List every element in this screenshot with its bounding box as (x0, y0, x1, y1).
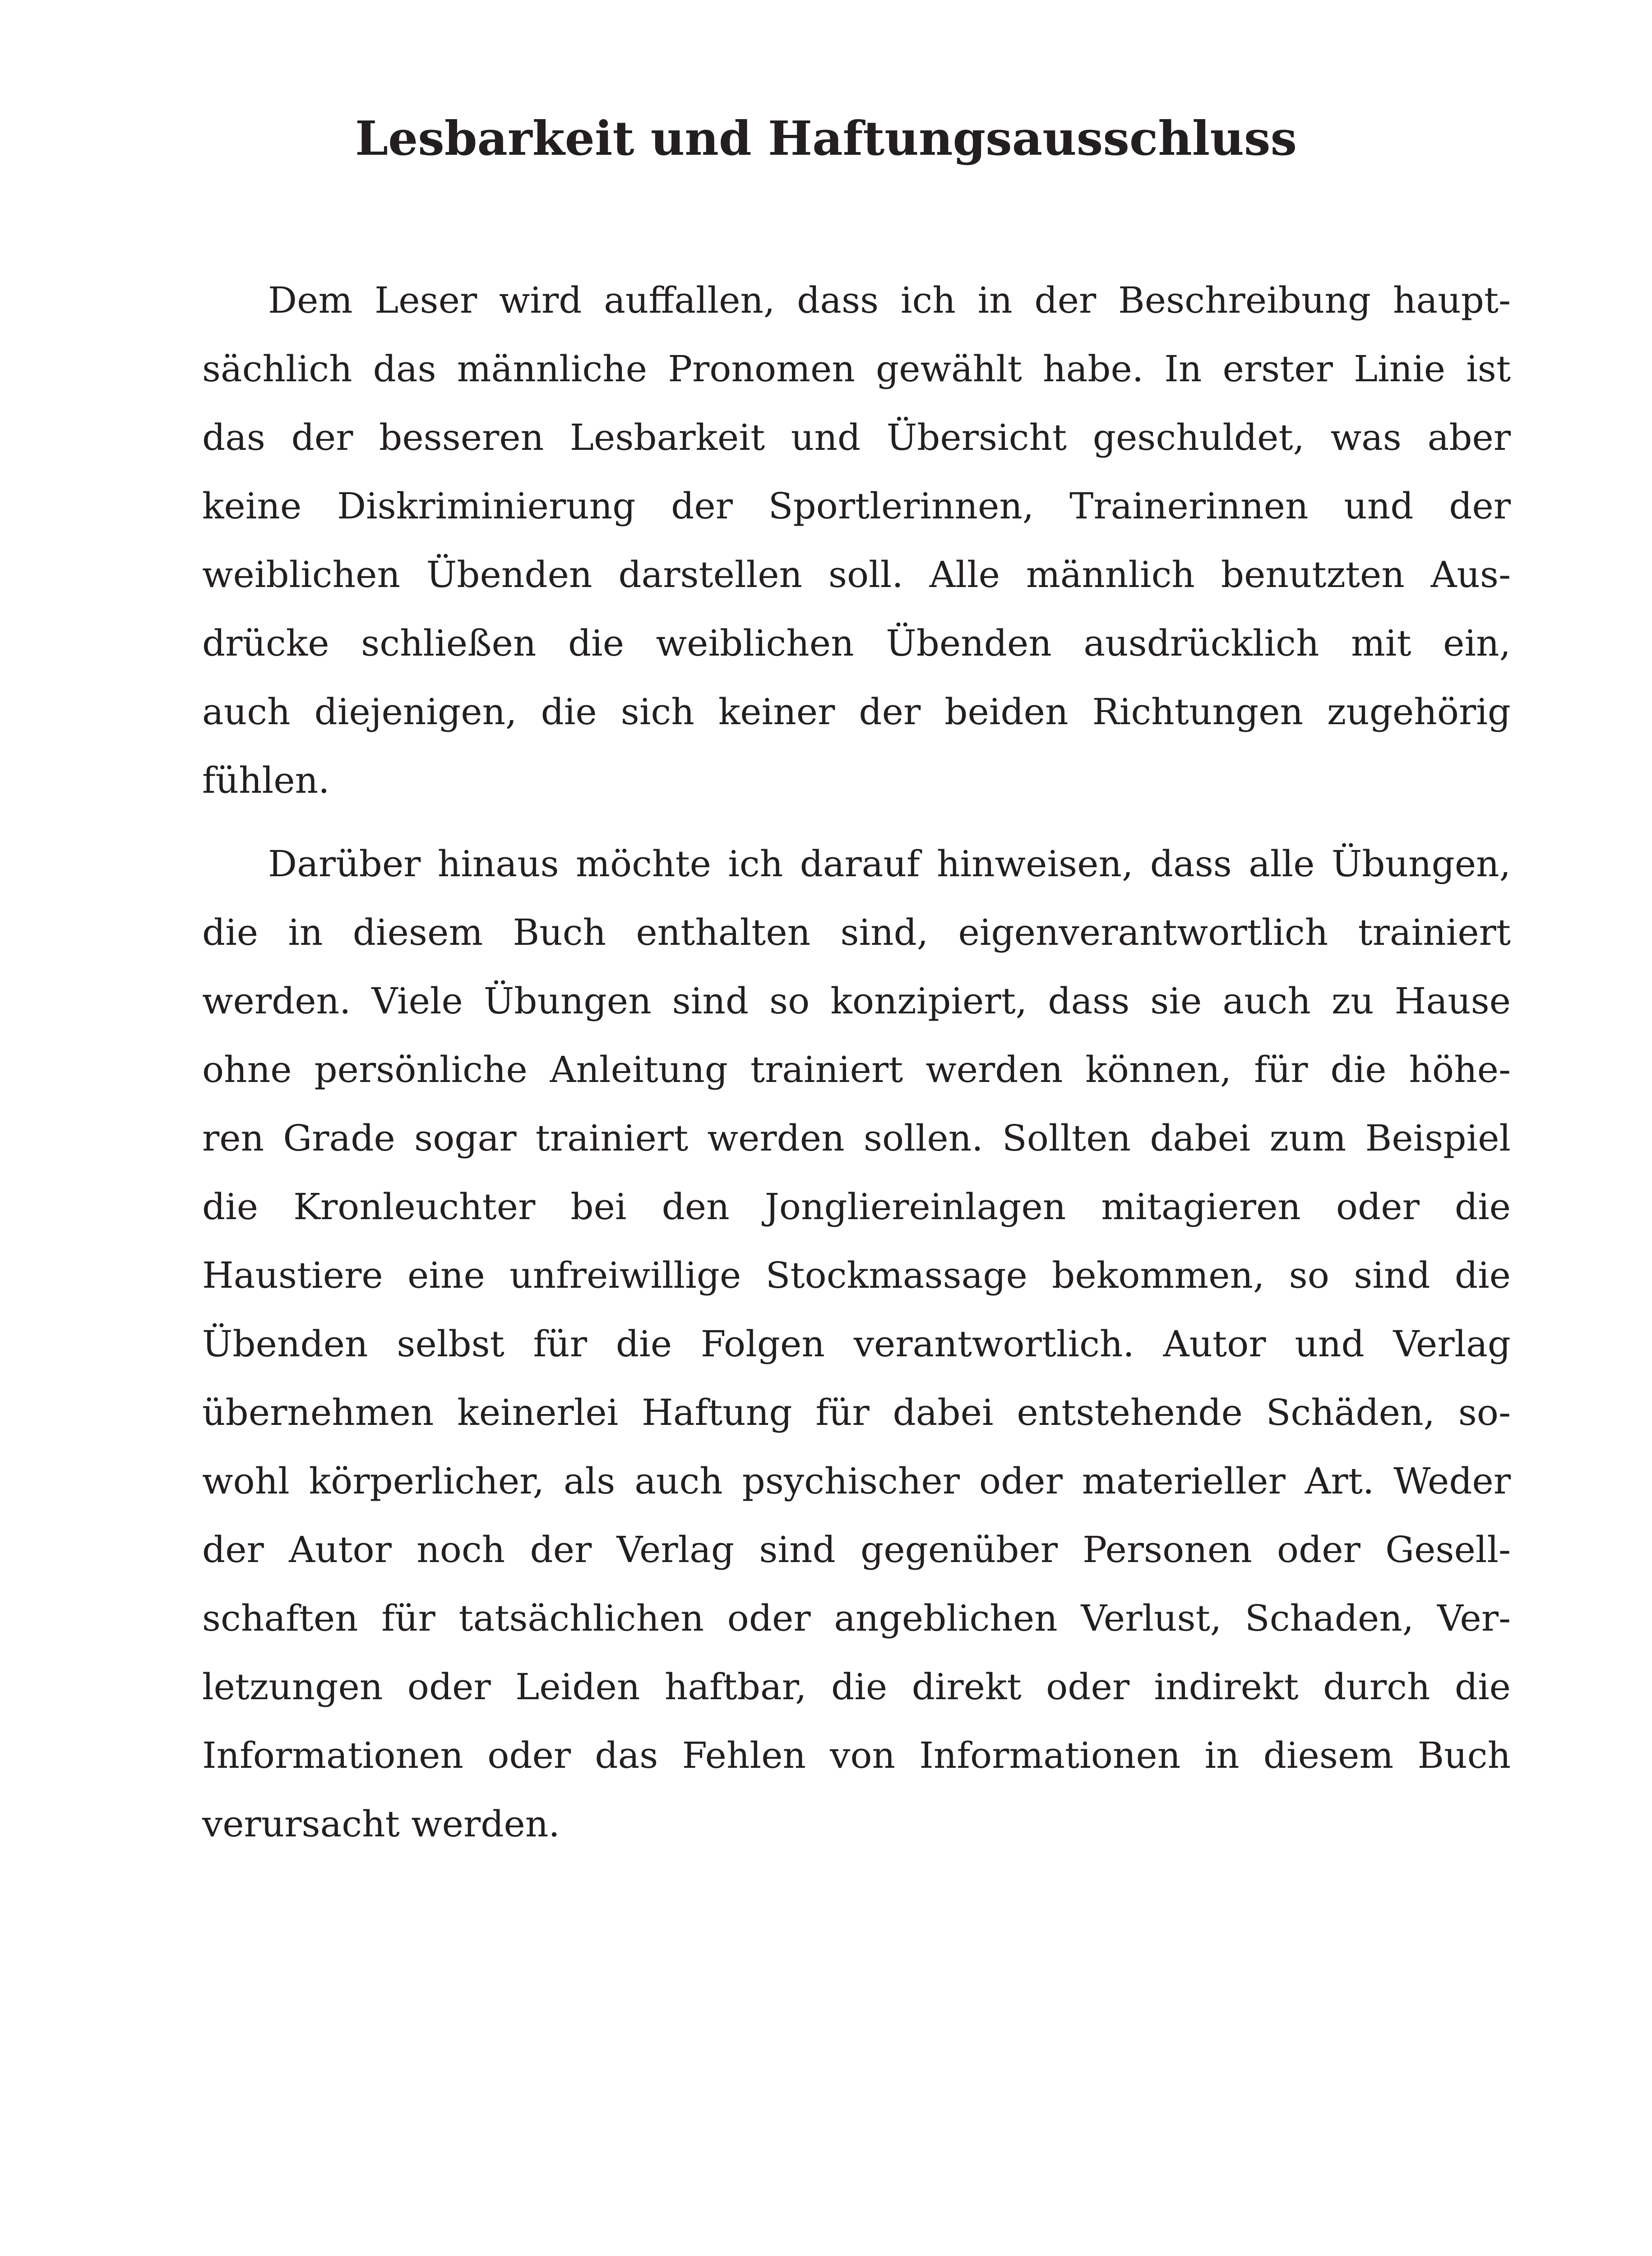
text-line: Haustiere eine unfreiwillige Stockmassage bekommen, so sind die (202, 1254, 1511, 1296)
text-line: das der besseren Lesbarkeit und Übersicht geschuldet, was aber (202, 416, 1511, 458)
text-line: ohne persönliche Anleitung trainiert werden können, für die höhe- (202, 1049, 1511, 1091)
text-line: verursacht werden. (202, 1803, 560, 1845)
text-line: sächlich das männliche Pronomen gewählt habe. In erster Linie ist (202, 348, 1511, 390)
text-line: schaften für tatsächlichen oder angeblichen Verlust, Schaden, Ver- (202, 1597, 1511, 1639)
text-line: auch diejenigen, die sich keiner der beiden Richtungen zugehörig (202, 691, 1511, 733)
paragraph-readability (202, 266, 1511, 815)
text-line: weiblichen Übenden darstellen soll. Alle männlich benutzten Aus- (202, 554, 1511, 596)
text-line: Darüber hinaus möchte ich darauf hinweisen, dass alle Übungen, (268, 843, 1511, 885)
text-line: der Autor noch der Verlag sind gegenüber Personen oder Gesell- (202, 1529, 1511, 1571)
body-text (202, 266, 1511, 1858)
text-line: letzungen oder Leiden haftbar, die direkt oder indirekt durch die (202, 1666, 1511, 1708)
page-title: Lesbarkeit und Haftungsausschluss (355, 111, 1297, 166)
text-line: Übenden selbst für die Folgen verantwortlich. Autor und Verlag (202, 1323, 1511, 1365)
text-line: werden. Viele Übungen sind so konzipiert, dass sie auch zu Hause (202, 980, 1511, 1022)
text-line: die Kronleuchter bei den Jongliereinlagen mitagieren oder die (202, 1186, 1511, 1228)
text-line: fühlen. (202, 759, 330, 801)
text-line: die in diesem Buch enthalten sind, eigenverantwortlich trainiert (202, 911, 1511, 953)
text-line: drücke schließen die weiblichen Übenden ausdrücklich mit ein, (202, 622, 1511, 664)
text-line: wohl körperlicher, als auch psychischer oder materieller Art. Weder (202, 1460, 1511, 1502)
text-line: ren Grade sogar trainiert werden sollen. Sollten dabei zum Beispiel (202, 1117, 1511, 1159)
text-line: Dem Leser wird auffallen, dass ich in der Beschreibung haupt- (268, 279, 1511, 321)
text-line: übernehmen keinerlei Haftung für dabei entstehende Schäden, so- (202, 1392, 1511, 1433)
text-line: keine Diskriminierung der Sportlerinnen, Trainerinnen und der (202, 485, 1511, 527)
paragraph-disclaimer (202, 830, 1511, 1858)
text-line: Informationen oder das Fehlen von Informationen in diesem Buch (202, 1734, 1511, 1776)
